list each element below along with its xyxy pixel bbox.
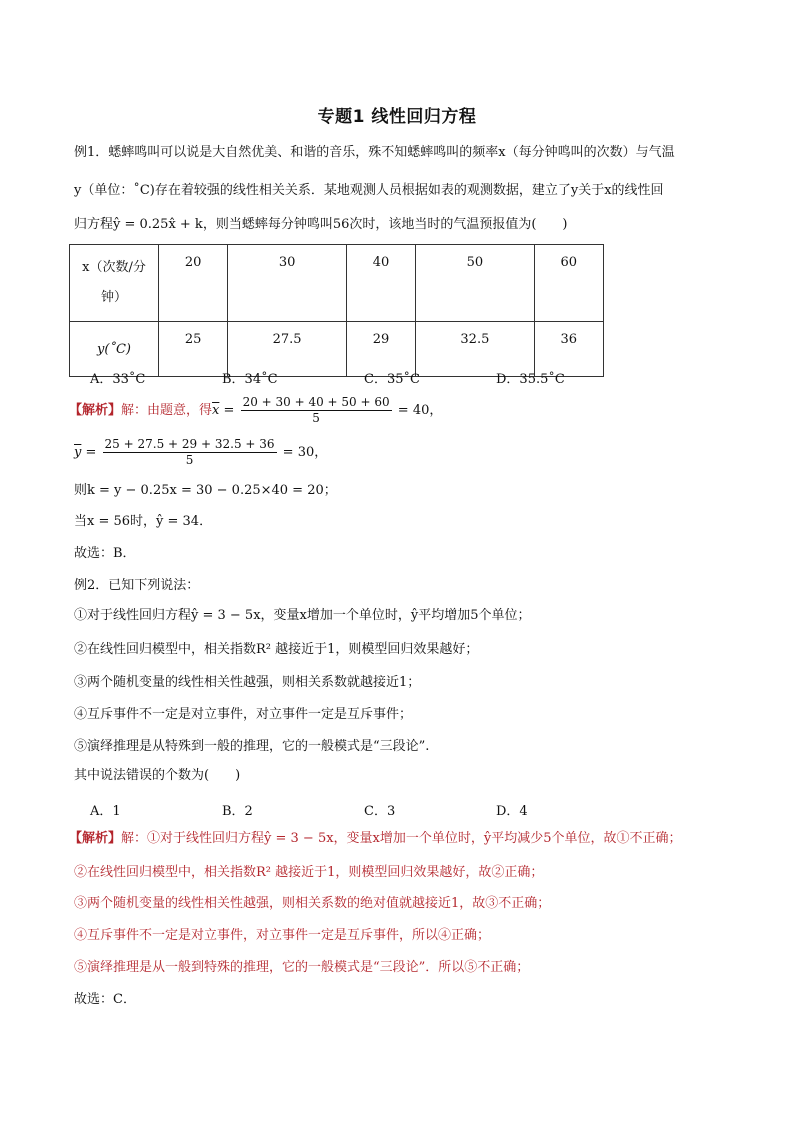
- x-header-cell: [70, 245, 159, 322]
- table-cell: 32.5: [416, 322, 534, 377]
- ex2-option-d[interactable]: D．4: [496, 804, 528, 819]
- solution-text: 解：①对于线性回归方程ŷ = 3 − 5x，变量x增加一个单位时，ŷ平均减少5个单位，故①不正确；: [121, 831, 682, 846]
- table-cell: 20: [159, 245, 228, 322]
- ex2-answer: 故选：C．: [74, 992, 136, 1007]
- page-title: 专题1 线性回归方程: [317, 107, 477, 127]
- mean-y-result: = 30，: [282, 445, 328, 460]
- ex2-item-3: ③两个随机变量的线性相关性越强，则相关系数就越接近1；: [74, 675, 421, 690]
- fraction-numerator: 20 + 30 + 40 + 50 + 60: [242, 395, 390, 409]
- solution-intro: 解：由题意，得: [121, 403, 213, 418]
- mean-x-fraction: [241, 395, 392, 426]
- ex2-question: 其中说法错误的个数为( ): [74, 768, 241, 783]
- fraction-denominator: 5: [312, 411, 320, 425]
- ex2-solution-line-4: ④互斥事件不一定是对立事件，对立事件一定是互斥事件，所以④正确；: [74, 928, 491, 943]
- table-cell: 29: [346, 322, 415, 377]
- equals-sign: =: [85, 445, 97, 460]
- ex1-option-c[interactable]: C．35˚C: [364, 372, 420, 387]
- y-bar: $\overline{y}$: [74, 445, 82, 460]
- ex1-option-a[interactable]: A．33˚C: [90, 372, 146, 387]
- ex1-solution-line-1: [69, 394, 442, 428]
- ex2-option-c[interactable]: C．3: [364, 804, 396, 819]
- ex1-option-b[interactable]: B．34˚C: [222, 372, 278, 387]
- solution-tag: 【解析】: [69, 831, 122, 846]
- ex1-line-3: 归方程ŷ = 0.25x̂ + k，则当蟋蟀每分钟鸣叫56次时，该地当时的气温预报值为( ): [74, 217, 568, 232]
- ex1-solution-line-3: 则k = y − 0.25x = 30 − 0.25×40 = 20；: [74, 483, 337, 498]
- fraction-denominator: 5: [185, 453, 194, 467]
- table-cell: 30: [228, 245, 346, 322]
- table-cell: 60: [534, 245, 603, 322]
- ex2-option-b[interactable]: B．2: [222, 804, 253, 819]
- ex1-line-2: y（单位：˚C)存在着较强的线性相关关系．某地观测人员根据如表的观测数据，建立了y关于x的线性回: [74, 183, 664, 198]
- ex1-solution-line-5: 故选：B．: [74, 546, 136, 561]
- ex2-item-1: ①对于线性回归方程ŷ = 3 − 5x，变量x增加一个单位时，ŷ平均增加5个单位；: [74, 608, 531, 623]
- equals-sign: =: [223, 403, 235, 418]
- x-bar: $\overline{x}$: [212, 403, 220, 418]
- x-header-text-a: x（次数/分: [82, 260, 146, 275]
- ex1-option-d[interactable]: D．35.5˚C: [496, 372, 565, 387]
- ex1-solution-line-2: [74, 436, 327, 470]
- mean-y-fraction: [103, 437, 277, 468]
- ex2-item-2: ②在线性回归模型中，相关指数R² 越接近于1，则模型回归效果越好；: [74, 642, 479, 657]
- mean-x-result: = 40，: [397, 403, 443, 418]
- table-cell: 36: [534, 322, 603, 377]
- ex2-solution-line-3: ③两个随机变量的线性相关性越强，则相关系数的绝对值就越接近1，故③不正确；: [74, 896, 551, 911]
- ex2-item-5: ⑤演绎推理是从特殊到一般的推理，它的一般模式是“三段论”.: [74, 739, 430, 754]
- table-cell: 50: [416, 245, 534, 322]
- table-cell: 27.5: [228, 322, 346, 377]
- ex2-intro: 例2．已知下列说法：: [74, 578, 200, 593]
- table-cell: 25: [159, 322, 228, 377]
- y-header-cell: y(˚C): [70, 322, 159, 377]
- ex2-option-a[interactable]: A．1: [90, 804, 121, 819]
- ex2-item-4: ④互斥事件不一定是对立事件，对立事件一定是互斥事件；: [74, 707, 413, 722]
- x-header-text-b: 钟）: [100, 290, 127, 305]
- table-row: [70, 245, 604, 322]
- ex2-solution-line-1: [69, 829, 682, 849]
- ex2-solution-line-2: ②在线性回归模型中，相关指数R² 越接近于1，则模型回归效果越好，故②正确；: [74, 865, 544, 880]
- ex1-line-1: 例1．蟋蟀鸣叫可以说是大自然优美、和谐的音乐，殊不知蟋蟀鸣叫的频率x（每分钟鸣叫的次数）与气温: [74, 145, 675, 160]
- ex2-solution-line-5: ⑤演绎推理是从一般到特殊的推理，它的一般模式是“三段论”．所以⑤不正确；: [74, 960, 530, 975]
- observation-table: [69, 244, 604, 377]
- solution-tag: 【解析】: [69, 403, 122, 418]
- ex1-solution-line-4: 当x = 56时，ŷ = 34．: [74, 514, 213, 529]
- table-cell: 40: [346, 245, 415, 322]
- fraction-numerator: 25 + 27.5 + 29 + 32.5 + 36: [104, 437, 275, 451]
